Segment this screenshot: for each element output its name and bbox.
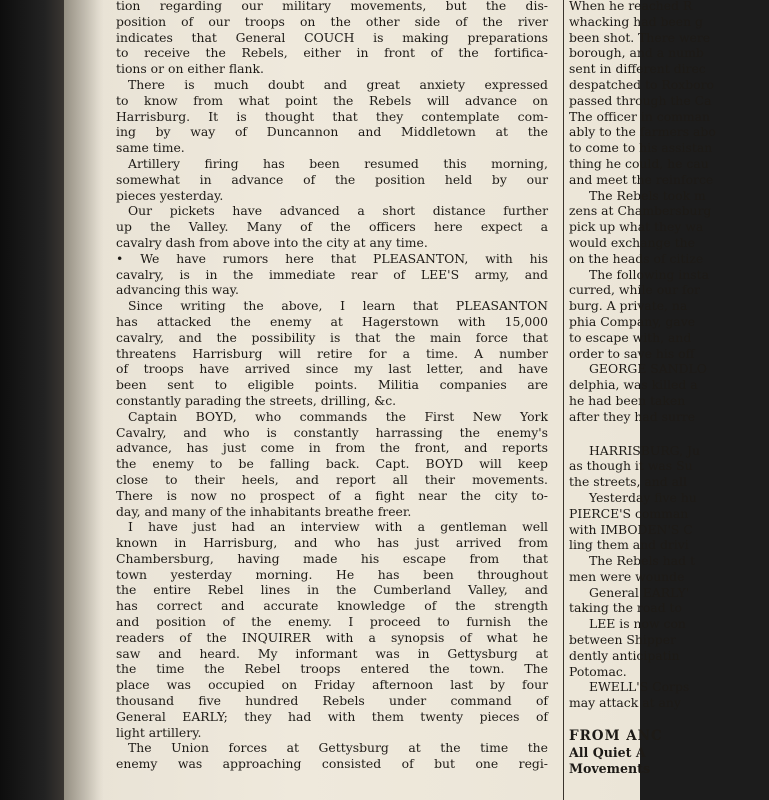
column-spacer [569,711,769,729]
article-line: up the Valley. Many of the officers here expect a [116,219,548,235]
article-line: zens at Chambersburg [569,203,712,219]
article-line: has attacked the enemy at Hagerstown with 15,000 [116,313,548,329]
article-line: pick up what they wa [569,219,704,235]
article-line: • We have rumors here that PLEASANTON, with his [116,250,548,266]
column-rule [563,0,564,800]
article-line: General EARLY; they had with them twenty pieces of [116,708,548,724]
article-line: Artillery firing has been resumed this morning, [128,155,548,171]
section-subheadline: Movements [569,760,651,776]
article-line: order to save his off [569,345,695,361]
article-line: constantly parading the streets, drilling, &c. [116,392,397,408]
article-line: as though it was Su [569,458,693,474]
article-line: borough, and a numb [569,45,704,61]
article-line: ably to the farmers abo [569,124,716,140]
section-headline: FROM ANC [569,728,663,745]
article-line: delphia, was killed a [569,377,698,393]
article-line: The following insta [589,266,710,282]
article-line: the enemy to be falling back. Capt. BOYD will keep [116,456,548,472]
article-line: tions or on either flank. [116,61,264,77]
article-line: The Rebels had t [589,553,695,569]
article-line: the streets, and all [569,474,687,490]
article-line: place was occupied on Friday afternoon last by four [116,677,548,693]
article-line: The Union forces at Gettysburg at the time the [128,740,548,756]
binding-edge [0,0,64,800]
article-line: men were wounde [569,568,685,584]
article-line: with IMBODEN'S C [569,521,693,537]
article-line: dently anticipatin [569,647,680,663]
page-fold-shadow [64,0,104,800]
article-line: of troops have arrived since my last letter, and have [116,361,548,377]
article-line: tion regarding our military movements, but the dis- [116,0,548,13]
article-line: somewhat in advance of the position held by our [116,171,548,187]
article-line: the time the Rebel troops entered the town. The [116,661,548,677]
newspaper-page [64,0,716,800]
article-line: he had been taken [569,392,686,408]
right-article-column [569,0,769,776]
article-line: between Shipper [569,632,676,648]
article-line: phia Company, gave [569,313,696,329]
article-line: cavalry, and the possibility is that the main force that [116,329,548,345]
article-line: readers of the INQUIRER with a synopsis of what he [116,629,548,645]
article-line: Cavalry, and who is constantly harrassing the enemy's [116,424,548,440]
article-line: PIERCE'S comman [569,505,689,521]
article-line: and meet the reinforce [569,171,714,187]
main-article-column [116,0,548,772]
article-line: General EARLY' [589,584,690,600]
article-line: I have just had an interview with a gentleman well [128,519,548,535]
article-line: The Rebels took m [589,187,706,203]
article-line: Yesterday five hu [589,489,697,505]
article-line: known in Harrisburg, and who has just arrived from [116,535,548,551]
article-line: to come to his assistan [569,140,713,156]
section-subheadline: All Quiet A [569,744,646,760]
article-line: advance, has just come in from the front, and reports [116,440,548,456]
article-line: to know from what point the Rebels will advance on [116,92,548,108]
article-line: When he reached R [569,0,693,13]
article-line: burg. A private, na [569,298,688,314]
article-line: the entire Rebel lines in the Cumberland Valley, and [116,582,548,598]
article-line: curred, while our for [569,282,700,298]
article-line: There is now no prospect of a fight near the city to- [116,487,548,503]
article-line: would exchange the [569,234,695,250]
article-line: LEE is now con [589,616,686,632]
article-line: Since writing the above, I learn that PLEASANTON [128,298,548,314]
article-line: Chambersburg, having made his escape from that [116,550,548,566]
article-line: GEORGE SANDLO [589,361,707,377]
article-line: HARRISBURG, Ju [589,442,700,458]
article-line: same time. [116,140,185,156]
article-line: cavalry dash from above into the city at any time. [116,234,428,250]
article-line: ing by way of Duncannon and Middletown at the [116,124,548,140]
article-line: cavalry, is in the immediate rear of LEE'S army, and [116,266,548,282]
article-line: day, and many of the inhabitants breathe freer. [116,503,412,519]
article-line: taking the road to [569,600,682,616]
article-line: close to their heels, and report all their movements. [116,471,548,487]
article-line: ling them and drivi [569,537,689,553]
article-line: been shot. There were [569,29,711,45]
article-line: to receive the Rebels, either in front of the fortifica- [116,45,548,61]
article-line: been sent to eligible points. Militia companies are [116,377,548,393]
article-line: to escape with, and [569,329,692,345]
article-line: after they had surre [569,408,696,424]
article-line: advancing this way. [116,282,239,298]
article-line: saw and heard. My informant was in Gettysburg at [116,645,548,661]
column-spacer [569,425,769,443]
article-line: and position of the enemy. I proceed to furnish the [116,614,548,630]
article-line: on the heads of citize [569,250,704,266]
article-line: may attack at any [569,695,681,711]
article-line: Our pickets have advanced a short distance further [128,203,548,219]
article-line: enemy was approaching consisted of but one regi- [116,756,548,772]
article-line: The officer in comman [569,108,711,124]
article-line: whacking had been g [569,13,703,29]
article-line: pieces yesterday. [116,187,224,203]
article-line: passed through the Ca [569,92,712,108]
article-line: Captain BOYD, who commands the First New York [128,408,548,424]
article-line: thousand five hundred Rebels under command of [116,693,548,709]
article-line: town yesterday morning. He has been throughout [116,566,548,582]
article-line: Harrisburg. It is thought that they contemplate com- [116,108,548,124]
article-line: indicates that General COUCH is making preparations [116,29,548,45]
article-line: threatens Harrisburg will retire for a time. A number [116,345,548,361]
article-line: despatched to Roxboro [569,76,714,92]
article-line: EWELL'S Corps [589,679,690,695]
article-line: There is much doubt and great anxiety expressed [128,76,548,92]
article-line: thing he could, he cau [569,155,709,171]
article-line: has correct and accurate knowledge of the strength [116,598,548,614]
article-line: light artillery. [116,724,202,740]
article-line: position of our troops on the other side of the river [116,13,548,29]
article-line: sent in different direc [569,61,706,77]
article-line: Potomac. [569,663,627,679]
